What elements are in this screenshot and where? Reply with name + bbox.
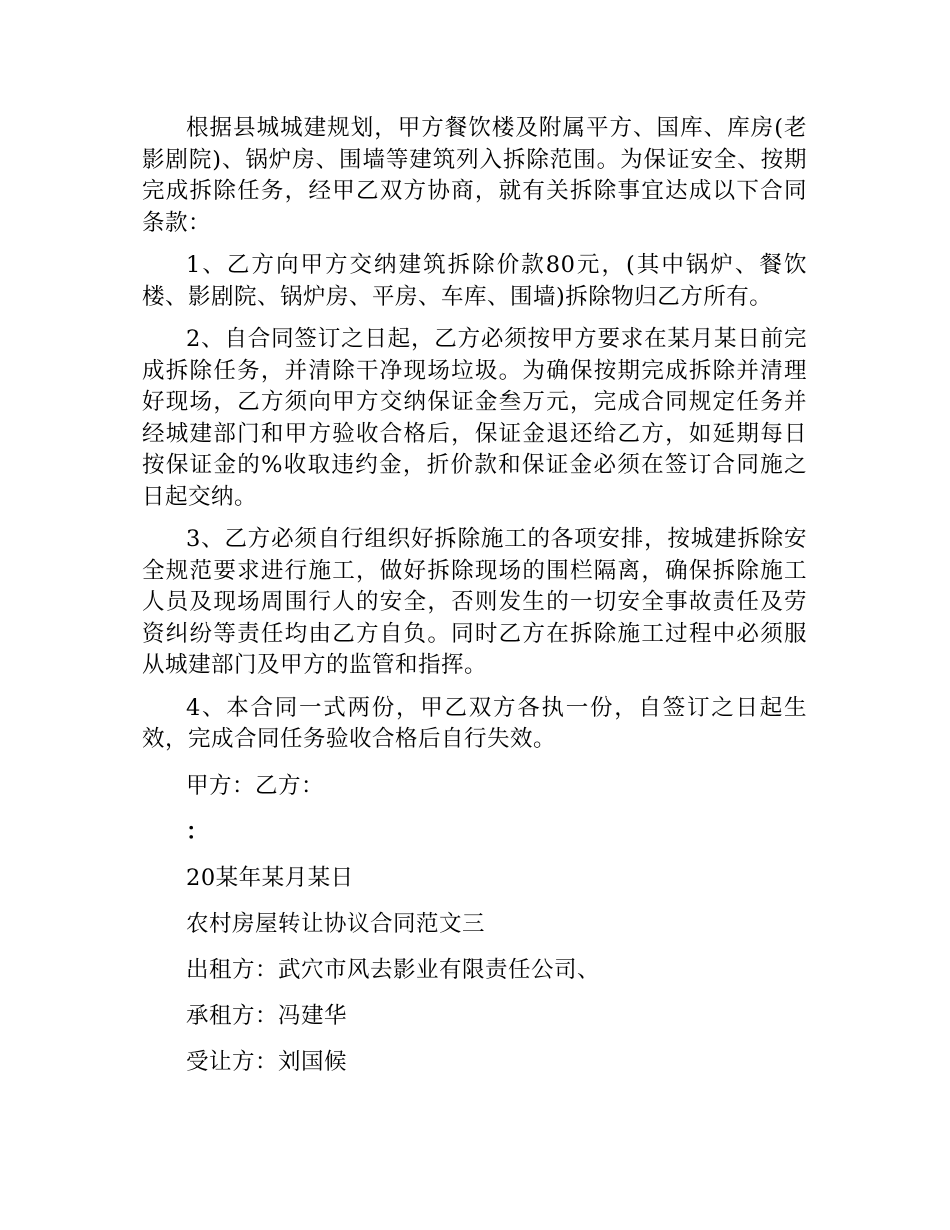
next-title: 农村房屋转让协议合同范文三 <box>186 910 486 937</box>
lessor-line: 出租方：武穴市风去影业有限责任公司、 <box>186 956 601 983</box>
intro-paragraph: 根据县城城建规划，甲方餐饮楼及附属平方、国库、库房(老影剧院)、锅炉房、围墙等建筑列入拆除范围。为保证安全、按期完成拆除任务，经甲乙双方协商，就有关拆除事宜达成以下合同条款： <box>142 115 807 236</box>
clause-3-paragraph: 3、乙方必须自行组织好拆除施工的各项安排，按城建拆除安全规范要求进行施工，做好拆除现场的围栏隔离，确保拆除施工人员及现场周围行人的安全，否则发生的一切安全事故责任及劳资纠纷等责任均由乙方自负。同时乙方在拆除施工过程中必须服从城建部门及甲方的监管和指挥。 <box>142 526 807 678</box>
document-page <box>142 113 807 1085</box>
transferee-line: 受让方：刘国候 <box>186 1048 348 1075</box>
clause-1-paragraph: 1、乙方向甲方交纳建筑拆除价款80元，(其中锅炉、餐饮楼、影剧院、锅炉房、平房、车库、围墙)拆除物归乙方所有。 <box>142 252 807 310</box>
clause-4-paragraph: 4、本合同一式两份，甲乙双方各执一份，自签订之日起生效，完成合同任务验收合格后自行失效。 <box>142 694 807 752</box>
lessee-line: 承租方：冯建华 <box>186 1002 348 1029</box>
clause-2-paragraph: 2、自合同签订之日起，乙方必须按甲方要求在某月某日前完成拆除任务，并清除干净现场垃圾。为确保按期完成拆除并清理好现场，乙方须向甲方交纳保证金叁万元，完成合同规定任务并经城建部门和甲方验收合格后，保证金退还给乙方，如延期每日按保证金的%收取违约金，折价款和保证金必须在签订合同施之日起交纳。 <box>142 326 807 510</box>
colon-line: ： <box>186 818 210 845</box>
date-line: 20某年某月某日 <box>186 864 354 891</box>
signature-line: 甲方：乙方： <box>186 772 325 799</box>
